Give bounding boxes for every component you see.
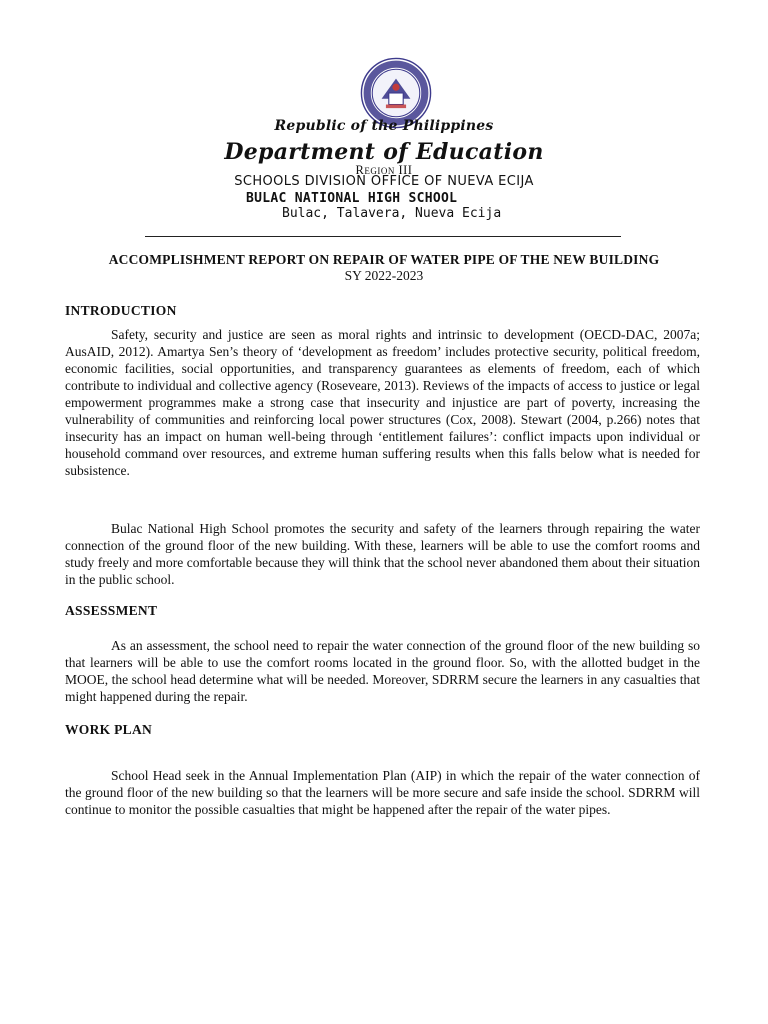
assessment-heading: ASSESSMENT bbox=[65, 603, 158, 618]
introduction-paragraph-2: Bulac National High School promotes the security and safety of the learners through repairing the water connection of the ground floor of the new building. With these, learners will be able to use the comfort rooms and study freely and more comfortable because they will think that the school never abandoned them about their situation in the public school. bbox=[65, 521, 700, 587]
region-line: Region III bbox=[355, 163, 413, 177]
school-name: BULAC NATIONAL HIGH SCHOOL bbox=[246, 191, 458, 206]
work-plan-heading: WORK PLAN bbox=[65, 722, 153, 737]
letterhead-divider bbox=[145, 236, 621, 237]
assessment-paragraph: As an assessment, the school need to repair the water connection of the ground floor of the new building so that learners will be able to use the comfort rooms located in the ground floor. So, with the allotted budget in the MOOE, the school head determine what will be needed. Moreover, SDRRM secure the learners in any casualties that might happened during the repair. bbox=[65, 638, 700, 704]
school-year: SY 2022-2023 bbox=[344, 268, 424, 283]
school-address: Bulac, Talavera, Nueva Ecija bbox=[282, 206, 502, 221]
introduction-paragraph-1: Safety, security and justice are seen as moral rights and intrinsic to development (OECD-DAC, 2007a; AusAID, 2012). Amartya Sen’s theory of ‘development as freedom’ includes protective security, political freedom, economic facilities, social opportunities, and transparency guarantees as elements of freedom, each of which contribute to individual and collective agency (Roseveare, 2013). Reviews of the impacts of access to justice or legal empowerment programmes make a strong case that insecurity and injustice are part of poverty, increasing the vulnerability of communities and reinforcing local power structures (Cox, 2008). Stewart (2004, p.266) notes that insecurity has an impact on human well-being through ‘entitlement failures’: conflict impacts upon individual or household command over resources, and extreme human suffering results when this falls below what is needed for subsistence. bbox=[65, 327, 700, 478]
republic-line: Republic of the Philippines bbox=[274, 118, 494, 134]
division-line: SCHOOLS DIVISION OFFICE OF NUEVA ECIJA bbox=[234, 174, 534, 189]
work-plan-paragraph: School Head seek in the Annual Implementation Plan (AIP) in which the repair of the water connection of the ground floor of the new building so that the learners will be more secure and safe inside the school. SDRRM will continue to monitor the possible casualties that might be happened after the repair of the water pipes. bbox=[65, 768, 700, 817]
introduction-heading: INTRODUCTION bbox=[65, 303, 177, 318]
department-line: Department of Education bbox=[224, 139, 544, 165]
report-title: ACCOMPLISHMENT REPORT ON REPAIR OF WATER PIPE OF THE NEW BUILDING bbox=[108, 252, 660, 267]
